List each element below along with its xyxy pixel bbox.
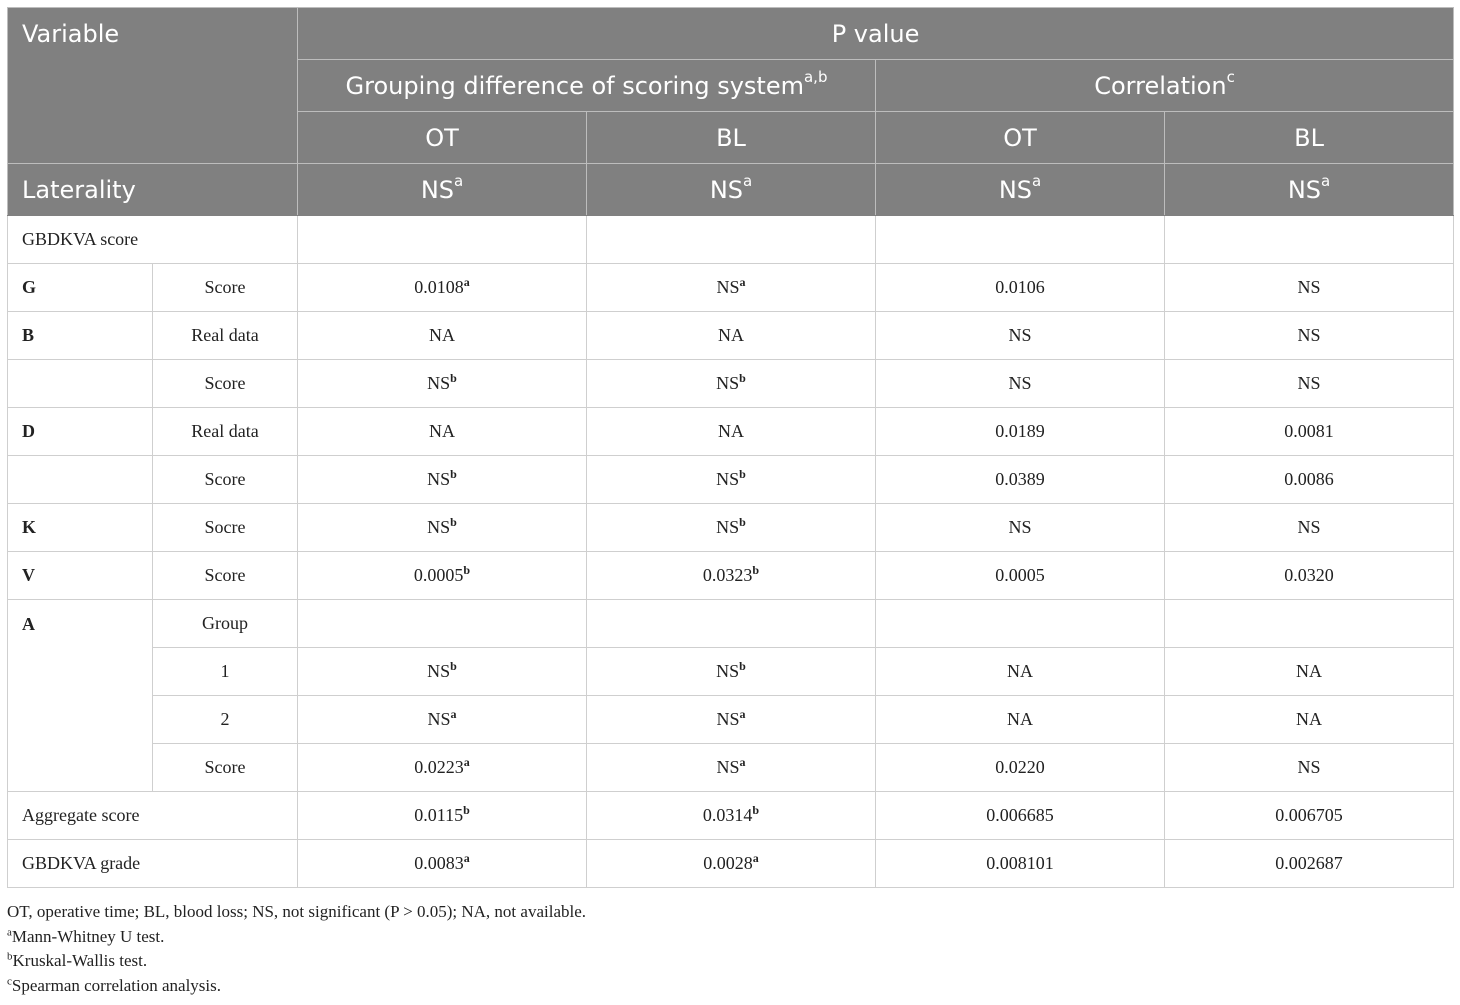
variable-cell: G [8,264,153,312]
footnote: OT, operative time; BL, blood loss; NS, not significant (P > 0.05); NA, not available. [7,902,587,921]
table-cell: NA [1165,648,1454,696]
table-cell: NA [876,648,1165,696]
subvariable-cell: Group [153,600,298,648]
table-cell: NS [1165,360,1454,408]
subvariable-cell: Score [153,264,298,312]
subvariable-cell: Socre [153,504,298,552]
table-row [8,264,1454,312]
table-row [8,840,1454,888]
subvariable-cell: Real data [153,312,298,360]
table-cell: 0.0220 [876,744,1165,792]
table-cell: NS [876,360,1165,408]
table-cell: NA [1165,696,1454,744]
table-cell [1165,216,1454,264]
table-row [8,600,1454,648]
header-variable: Variable [8,8,298,164]
table-row [8,552,1454,600]
table-row [8,504,1454,552]
table-cell: NS [1165,312,1454,360]
table-cell [587,216,876,264]
header-ot-grouping: OT [298,112,587,164]
table-row [8,696,1454,744]
table-cell [876,216,1165,264]
laterality-cell: $NS^a$ [1165,164,1454,216]
table-cell: 0.0081 [1165,408,1454,456]
table-cell: 0.0189 [876,408,1165,456]
table-cell: NS [1165,504,1454,552]
table-cell: 0.002687 [1165,840,1454,888]
header-bl-correlation: BL [1165,112,1454,164]
table-cell: NS [876,312,1165,360]
table-body [8,216,1454,888]
variable-cell: A [8,600,153,792]
table-cell: 0.006685 [876,792,1165,840]
table-cell [587,600,876,648]
subvariable-cell: Score [153,552,298,600]
subvariable-cell: Score [153,456,298,504]
variable-cell: B [8,312,153,360]
laterality-label: Laterality [8,164,298,216]
table-cell: 0.008101 [876,840,1165,888]
table-cell: 0.0314$^b$ [587,792,876,840]
table-cell: $NS^b$ [298,648,587,696]
table-cell: $NS^a$ [587,744,876,792]
table-cell [298,600,587,648]
summary-label: GBDKVA grade [8,840,298,888]
table-cell [298,216,587,264]
table-row [8,744,1454,792]
subvariable-cell: Real data [153,408,298,456]
table-row [8,648,1454,696]
table-cell [1165,600,1454,648]
footnote: $^a$Mann-Whitney U test. [7,925,165,946]
table-cell: 0.0389 [876,456,1165,504]
header-p-value: P value [298,8,1454,60]
header-ot-correlation: OT [876,112,1165,164]
variable-cell [8,456,153,504]
table-cell: 0.0005 [876,552,1165,600]
table-cell: $NS^b$ [587,648,876,696]
table-row [8,456,1454,504]
table-cell: 0.0115$^b$ [298,792,587,840]
subvariable-cell: Score [153,744,298,792]
table-cell: NA [298,408,587,456]
table-cell: NA [587,312,876,360]
table-cell: 0.006705 [1165,792,1454,840]
laterality-cell: $NS^a$ [587,164,876,216]
table-cell: 0.0028$^a$ [587,840,876,888]
table-cell [876,600,1165,648]
header-bl-grouping: BL [587,112,876,164]
subvariable-cell: Score [153,360,298,408]
table-cell: 0.0323$^b$ [587,552,876,600]
table-row [8,408,1454,456]
results-table [7,7,1454,888]
table-header [8,8,1454,216]
header-correlation: Correlation$^c$ [876,60,1454,112]
table-cell: 0.0083$^a$ [298,840,587,888]
table-cell: NA [298,312,587,360]
table-cell: $NS^b$ [587,456,876,504]
header-grouping: Grouping difference of scoring system$^{a,b}$ [298,60,876,112]
table-row [8,312,1454,360]
table-cell: NA [587,408,876,456]
table-cell: $NS^a$ [587,264,876,312]
table-cell: NS [1165,264,1454,312]
variable-cell [8,360,153,408]
table-cell: 0.0223$^a$ [298,744,587,792]
laterality-cell: $NS^a$ [876,164,1165,216]
table-cell: 0.0005$^b$ [298,552,587,600]
table-cell: $NS^b$ [298,456,587,504]
table-cell: 0.0320 [1165,552,1454,600]
table-cell: NS [1165,744,1454,792]
table-row [8,216,1454,264]
table-cell: $NS^b$ [298,504,587,552]
table-cell: $NS^b$ [587,504,876,552]
variable-cell: D [8,408,153,456]
table-footnotes [7,900,586,998]
table-cell: $NS^b$ [298,360,587,408]
table-cell: NS [876,504,1165,552]
footnote: $^c$Spearman correlation analysis. [7,974,222,995]
table-row [8,792,1454,840]
subvariable-cell: 2 [153,696,298,744]
table-cell: $NS^a$ [587,696,876,744]
variable-cell: K [8,504,153,552]
table-cell: $NS^a$ [298,696,587,744]
section-label: GBDKVA score [8,216,298,264]
table-cell: $NS^b$ [587,360,876,408]
table-cell: NA [876,696,1165,744]
table-cell: 0.0086 [1165,456,1454,504]
summary-label: Aggregate score [8,792,298,840]
subvariable-cell: 1 [153,648,298,696]
laterality-cell: $NS^a$ [298,164,587,216]
variable-cell: V [8,552,153,600]
table-cell: 0.0108$^a$ [298,264,587,312]
table-cell: 0.0106 [876,264,1165,312]
table-row [8,360,1454,408]
footnote: $^b$Kruskal-Wallis test. [7,950,148,970]
